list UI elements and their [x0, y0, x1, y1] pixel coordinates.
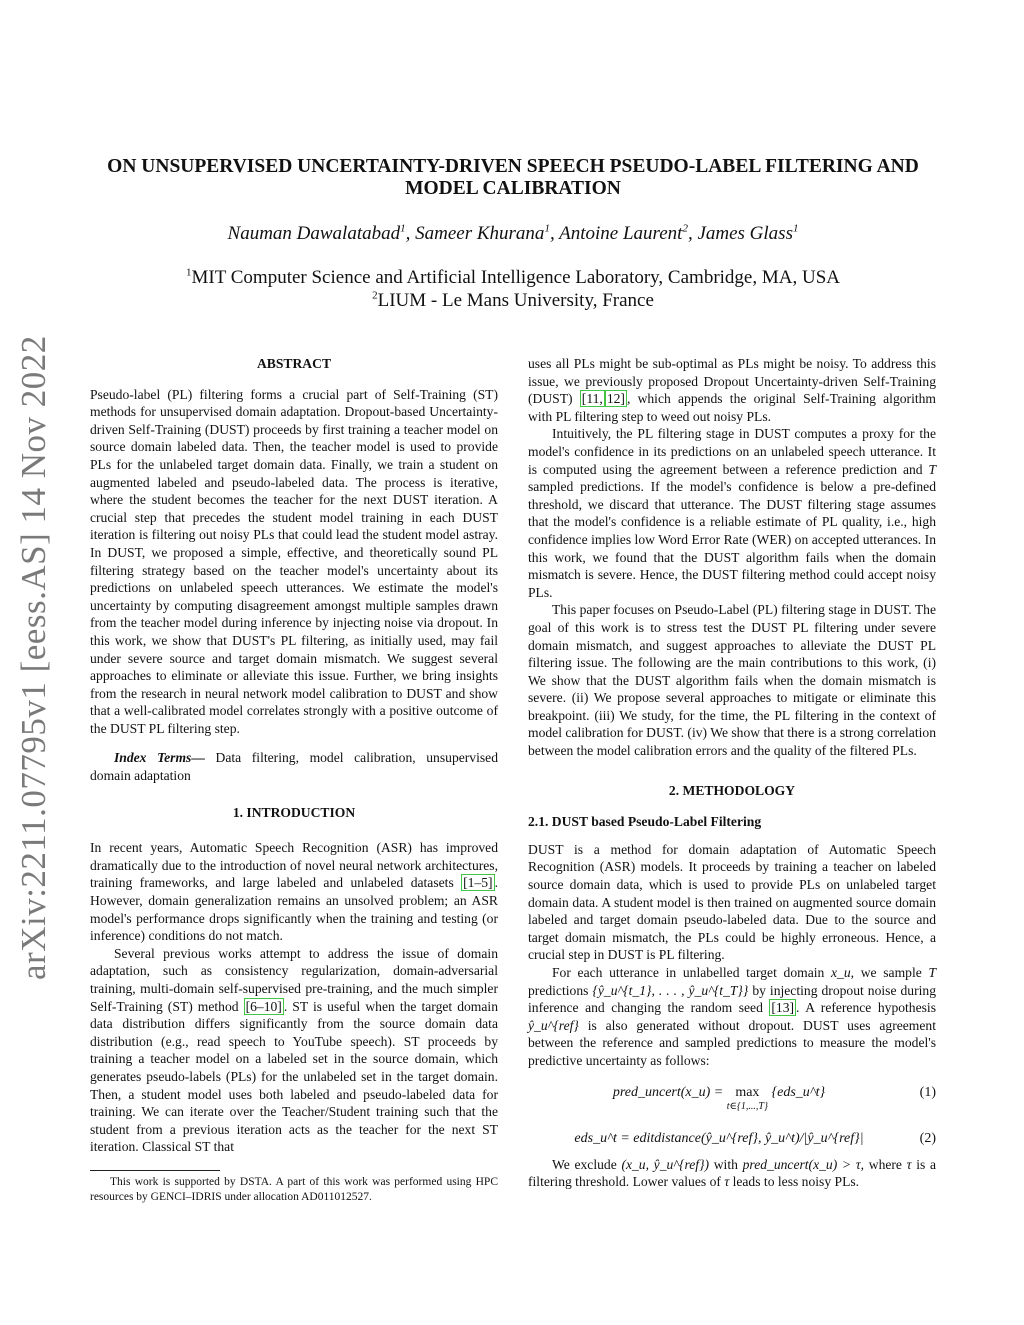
citation-link[interactable]: [6–10]	[245, 998, 282, 1014]
author-affil-mark: 1	[400, 222, 406, 235]
intro-heading: 1. INTRODUCTION	[232, 804, 356, 820]
footnote-rule	[90, 1170, 220, 1171]
method-paragraph-2: For each utterance in unlabelled target domain x_u, we sample T predictions {ŷ_u^{t_1}, . . . , ŷ_u^{t_T}} by injecting dropout noise during inference and changing the random seed [13] . A reference hypothesis ŷ_u^{ref} is also generated without dropout. DUST uses agreement between the reference and sampled predictions to measure the model's predictive uncertainty as follows:	[528, 965, 937, 1068]
author-name: James Glass	[697, 223, 793, 244]
index-terms-label: Index Terms—	[114, 750, 205, 766]
subsection-heading: 2.1. DUST based Pseudo-Label Filtering	[528, 814, 762, 830]
author-name: Antoine Laurent	[559, 223, 683, 244]
method-paragraph-1: DUST is a method for domain adaptation of Automatic Speech Recognition (ASR) models. It proceeds by training a teacher on labeled source domain data, which is used to provide PLs on unlabeled target domain data. A student model is then trained on augmented source domain labeled and target domain pseudo-labeled data. Due to the source and target domain mismatch, the PLs could be highly erroneous. Hence, a crucial step in DUST is PL filtering.	[528, 841, 936, 963]
author-affil-mark: 1	[792, 222, 799, 235]
author-affil-mark: 2	[682, 222, 688, 235]
left-column	[90, 355, 498, 1205]
paper-title	[90, 156, 936, 200]
equation-2: eds_u^t = editdistance(ŷ_u^{ref}, ŷ_u^t)/|ŷ_u^{ref}| (2)	[574, 1130, 936, 1146]
author-name: Nauman Dawalatabad	[227, 223, 401, 244]
intro-paragraph-1: In recent years, Automatic Speech Recognition (ASR) has improved dramatically due to the introduction of novel neural network architectures, training frameworks, and large labeled and unlabeled datasets [1–5] . However, domain generalization remains an unsolved problem; an ASR model's performance drops significantly when the training and testing (or inference) conditions do not match.	[90, 840, 498, 944]
method-paragraph-3: We exclude (x_u, ŷ_u^{ref}) with pred_uncert(x_u) > τ, where τ is a filtering threshold. Lower values of τ leads to less noisy PLs.	[528, 1156, 937, 1190]
abstract-heading: ABSTRACT	[256, 356, 332, 371]
title-line-1: ON UNSUPERVISED UNCERTAINTY-DRIVEN SPEECH PSEUDO-LABEL FILTERING AND	[107, 156, 919, 177]
citation-link[interactable]: [1–5]	[463, 875, 493, 891]
equation-1: pred_uncert(x_u) = max t∈{1,...,T} {eds_u^t} (1)	[612, 1084, 936, 1113]
methodology-heading: 2. METHODOLOGY	[668, 782, 796, 798]
affiliation: $^1$MIT Computer Science and Artificial Intelligence Laboratory, Cambridge, MA, USA	[186, 266, 840, 288]
affiliation: $^2$LIUM - Le Mans University, France	[372, 289, 654, 311]
right-paragraph-2: Intuitively, the PL filtering stage in DUST computes a proxy for the model's confidence in its predictions on an unlabeled speech utterance. It is computed using the agreement between a reference prediction and T sampled predictions. If the model's confidence is below a pre-defined threshold, we discard that utterance. The DUST filtering stage assumes that the model's confidence is a reliable estimate of PL quality, i.e., high confidence implies low Word Error Rate (WER) on accepted utterances. In this work, we found that the DUST algorithm fails when the domain mismatch is severe. Hence, the DUST filtering method could accept noisy PLs.	[528, 426, 936, 600]
intro-paragraph-2: Several previous works attempt to address the issue of domain adaptation, such as consistency regularization, domain-adversarial training, multi-domain self-supervised pre-training, and the much simpler Self-Training (ST) method [6–10] . ST is useful when the target domain data distribution differs significantly from the source domain data distribution (e.g., read speech to YouTube speech). ST proceeds by training a teacher model on a labeled set in the source domain, which generates pseudo-labels (PLs) for the unlabeled set in the target domain. Then, a student model uses both labeled and pseudo-labeled data for training. We can iterate over the Teacher/Student training such that the student from a previous iteration acts as the teacher for the next ST iteration. Classical ST that	[90, 945, 498, 1155]
author-list: Nauman Dawalatabad$^1$, Sameer Khurana$^1$, Antoine Laurent$^2$, James Glass$^1$	[227, 222, 799, 244]
right-column	[528, 355, 936, 1191]
citation-link[interactable]: 12]	[606, 391, 625, 407]
author-affil-mark: 1	[544, 222, 550, 235]
abstract-text: Pseudo-label (PL) filtering forms a crucial part of Self-Training (ST) methods for unsupervised domain adaptation. Dropout-based Uncertainty-driven Self-Training (DUST) proceeds by first training a teacher model on source domain labeled data. Then, the teacher model is used to provide PLs for the unlabeled target domain data. Finally, we train a student on augmented labeled and pseudo-labeled data. The process is iterative, where the student becomes the teacher for the next DUST iteration. A crucial step that precedes the student model training in each DUST iteration is filtering out noisy PLs that could lead the student model astray. In DUST, we proposed a simple, effective, and theoretically sound PL filtering strategy based on the teacher model's uncertainty about its predictions on unlabeled speech utterances. We estimate the model's uncertainty by computing disagreement amongst multiple samples drawn from the teacher model during inference by injecting noise via dropout. In this work, we show that DUST's PL filtering, as initially used, may fail under severe source and target domain mismatch. We suggest several approaches to eliminate or alleviate this issue. Further, we bring insights from the research in neural network model calibration to DUST and show that a well-calibrated model correlates strongly with a positive outcome of the DUST PL filtering step.	[90, 386, 498, 736]
footnote: This work is supported by DSTA. A part of this work was performed using HPC resources by GENCI–IDRIS under allocation AD011012527.	[90, 1175, 498, 1203]
citation-link[interactable]: [11,	[581, 391, 603, 407]
equation-number: (1)	[919, 1084, 936, 1100]
equation-number: (2)	[919, 1130, 936, 1146]
author-name: Sameer Khurana	[415, 223, 545, 244]
right-paragraph-3: This paper focuses on Pseudo-Label (PL) filtering stage in DUST. The goal of this work is to stress test the DUST PL filtering under severe domain mismatch, and suggest approaches to alleviate the DUST PL filtering issue. The following are the main contributions to this work, (i) We show that the DUST algorithm fails when the domain mismatch is severe. (ii) We propose several approaches to mitigate or eliminate this breakpoint. (iii) We study, for the time, the PL filtering in the context of model calibration for DUST. (iv) We show that there is a strong correlation between the model calibration errors and the quality of the filtered PLs.	[528, 602, 936, 759]
arxiv-identifier: arXiv:2211.07795v1 [eess.AS] 14 Nov 2022	[14, 335, 53, 980]
index-terms: Index Terms— Data filtering, model calibration, unsupervised domain adaptation	[90, 750, 498, 784]
citation-link[interactable]: [13]	[771, 1000, 795, 1016]
affiliations	[90, 266, 936, 312]
title-line-2: MODEL CALIBRATION	[405, 178, 621, 199]
right-paragraph-1: uses all PLs might be sub-optimal as PLs might be noisy. To address this issue, we previously proposed Dropout Uncertainty-driven Self-Training (DUST) [11, 12] , which appends the original Self-Training algorithm with PL filtering step to weed out noisy PLs.	[528, 356, 936, 424]
